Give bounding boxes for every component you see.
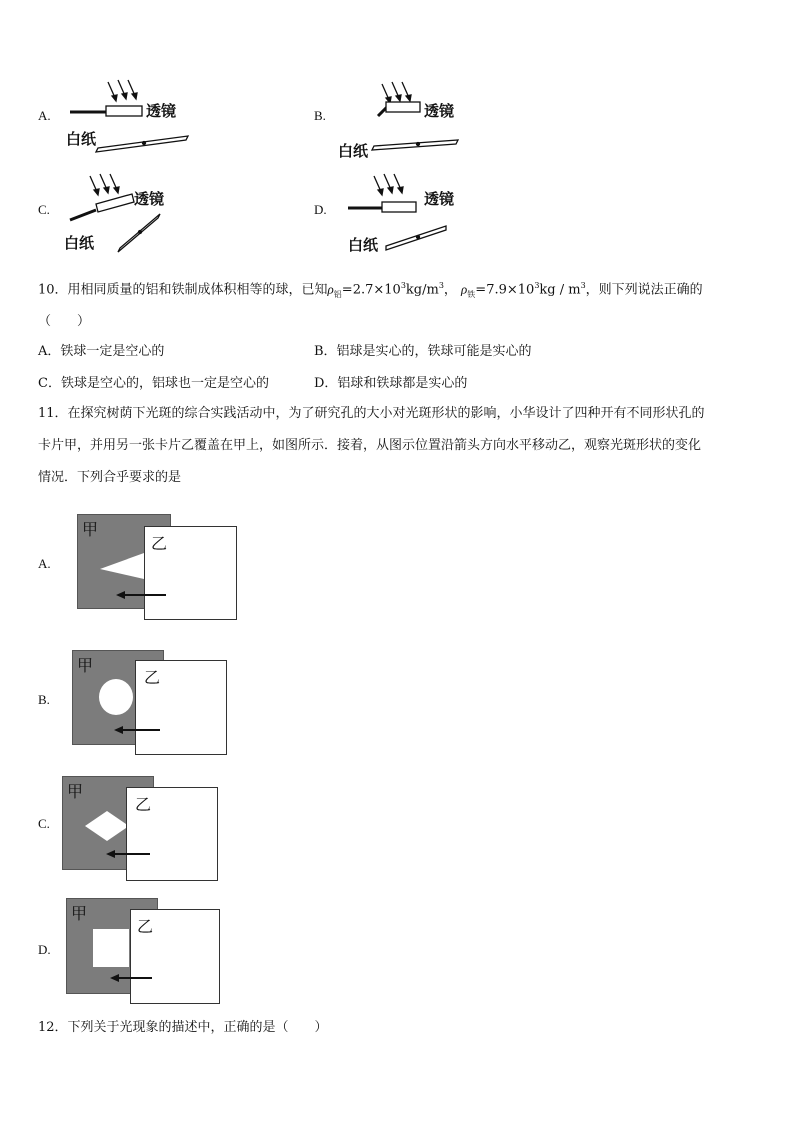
q9-option-d-paper-label: 白纸: [348, 236, 379, 254]
q9-option-a-paper-label: 白纸: [66, 130, 97, 148]
q10-option-a: A．铁球一定是空心的: [38, 344, 165, 359]
q11-option-a-yi-label: 乙: [151, 534, 168, 553]
q10-answer-blank: （ ）: [38, 314, 91, 329]
q10-option-b: B．铝球是实心的，铁球可能是实心的: [314, 344, 532, 359]
q10-rho-al-sub: 铝: [333, 289, 342, 299]
q10-rho-fe-value: =7.9×10: [475, 282, 535, 298]
q10-stem: 10．用相同质量的铝和铁制成体积相等的球，已知$\rho_铝=2.7\times 10^3kg/m^3$， $\rho_铁=7.9\times 10^3kg / m^3$，则下列说法正确的: [38, 281, 703, 299]
q11-option-a-card-yi: [144, 526, 237, 620]
q11-option-b-arrow-head: [114, 726, 123, 734]
q10-option-d: D．铝球和铁球都是实心的: [314, 376, 468, 391]
q9-option-b-lens-label: 透镜: [424, 102, 455, 120]
q11-option-d-letter: D.: [38, 942, 51, 957]
q10-exp-fe: 3: [534, 281, 540, 290]
q11-option-b-jia-label: 甲: [77, 656, 94, 675]
q11-option-c-arrow-head: [106, 850, 115, 858]
q9-option-a-letter: A.: [38, 108, 51, 123]
q11-option-c-arrow-shaft: [114, 853, 150, 855]
q9-option-a-lens-label: 透镜: [146, 102, 177, 120]
q10-stem-suffix: ，则下列说法正确的: [585, 282, 703, 298]
q11-option-a-triangle-hole: [98, 549, 148, 581]
q11-option-d-card-yi: [130, 909, 220, 1004]
q9-option-d-letter: D.: [314, 202, 327, 217]
q9-option-c-letter: C.: [38, 202, 50, 217]
q11-option-d-yi-label: 乙: [137, 917, 154, 936]
q11-stem-line2: 卡片甲，并用另一张卡片乙覆盖在甲上，如图所示．接着，从图示位置沿箭头方向水平移动乙，观察光斑形状的变化: [38, 438, 702, 453]
q11-stem-line3: 情况．下列合乎要求的是: [38, 470, 182, 485]
q11-option-a-arrow-shaft: [124, 594, 166, 596]
q9-option-b-paper-label: 白纸: [338, 142, 369, 160]
q10-exp-al: 3: [400, 281, 406, 290]
q9-option-c-paper-label: 白纸: [64, 234, 95, 252]
q10-rho-fe-unit: kg / m: [539, 282, 581, 298]
q11-option-a-letter: A.: [38, 556, 51, 571]
q11-option-c-yi-label: 乙: [135, 795, 152, 814]
q9-option-b-letter: B.: [314, 108, 326, 123]
q11-option-c-card-yi: [126, 787, 218, 881]
q11-option-d-arrow-shaft: [118, 977, 152, 979]
q12-stem: 12．下列关于光现象的描述中，正确的是（ ）: [38, 1020, 328, 1035]
q10-rho-fe-sub: 铁: [467, 289, 476, 299]
q11-option-a-arrow-head: [116, 591, 125, 599]
q11-option-c-letter: C.: [38, 816, 50, 831]
q11-option-d-arrow-head: [110, 974, 119, 982]
q9-option-d-lens-label: 透镜: [424, 190, 455, 208]
q10-rho-al-unit: kg/m: [405, 282, 439, 298]
q11-option-b-circle-hole: [99, 679, 133, 715]
q10-stem-prefix: 10．用相同质量的铝和铁制成体积相等的球，已知: [38, 282, 328, 298]
q11-option-d-square-hole: [93, 929, 129, 967]
q11-option-b-arrow-shaft: [122, 729, 160, 731]
q11-option-b-card-yi: [135, 660, 227, 755]
q11-option-b-yi-label: 乙: [144, 668, 161, 687]
q10-exp-al-unit: 3: [438, 281, 444, 290]
q11-stem-line1: 11．在探究树荫下光斑的综合实践活动中，为了研究孔的大小对光斑形状的影响，小华设计了四种开有不同形状孔的: [38, 406, 705, 421]
q10-exp-fe-unit: 3: [580, 281, 586, 290]
q11-option-a-jia-label: 甲: [82, 520, 99, 539]
q10-option-c: C．铁球是空心的，铝球也一定是空心的: [38, 376, 269, 391]
q9-option-c-lens-label: 透镜: [134, 190, 165, 208]
q10-rho-al-value: =2.7×10: [341, 282, 401, 298]
q11-option-c-jia-label: 甲: [67, 782, 84, 801]
q11-option-d-jia-label: 甲: [71, 904, 88, 923]
q11-option-b-letter: B.: [38, 692, 50, 707]
